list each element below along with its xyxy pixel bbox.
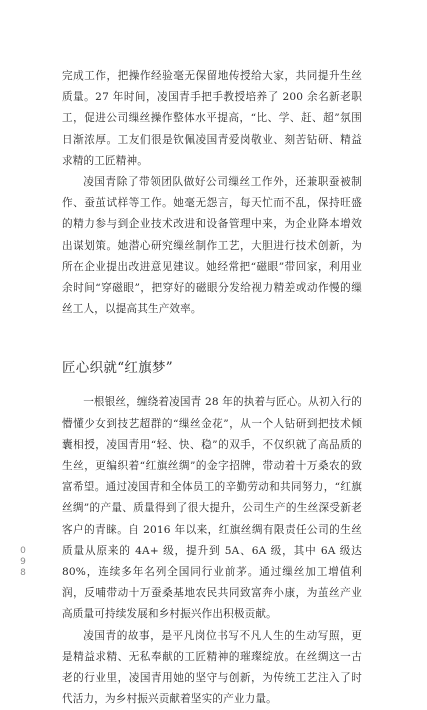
- body-paragraph: 完成工作，把操作经验毫无保留地传授给大家，共同提升生丝质量。27 年时间，凌国青手把手教授培养了 200 余名新老职工，促进公司缫丝操作整体水平提高，“比、学、赶、超”氛围日渐浓厚。工友们很是钦佩凌国青爱岗敬业、刻苦钻研、精益求精的工匠精神。: [62, 70, 362, 167]
- section-spacer: [62, 378, 362, 392]
- section-spacer: [62, 320, 362, 358]
- body-paragraph: 一根银丝，缠绕着凌国青 28 年的执着与匠心。从初入行的懵懂少女到技艺超群的“缫丝金花”，从一个人钻研到把技术倾囊相授，凌国青用“轻、快、稳”的双手，不仅织就了高品质的生丝，更编织着“红旗丝绸”的金字招牌，带动着十万桑农的致富希望。通过凌国青和全体员工的辛勤劳动和共同努力，“红旗丝绸”的产量、质量得到了很大提升，公司生产的生丝深受新老客户的青睐。自 2016 年以来，红旗丝绸有限责任公司的生丝质量从原来的 4A+ 级，提升到 5A、6A 级，其中 6A 级达 80%，连续多年名列全国同行业前茅。通过缫丝加工增值利润，反哺带动十万蚕桑基地农民共同致富奔小康，为茧丝产业高质量可持续发展和乡村振兴作出积极贡献。: [62, 396, 362, 621]
- page-body: [62, 66, 362, 710]
- section-title: 匠心织就“红旗梦”: [62, 360, 174, 377]
- page-number-digit: 8: [20, 568, 26, 578]
- page-number-digit: 9: [20, 557, 26, 567]
- body-paragraph: 凌国青的故事，是平凡岗位书写不凡人生的生动写照，更是精益求精、无私奉献的工匠精神的璀璨绽放。在丝绸这一古老的行业里，凌国青用她的坚守与创新，为传统工艺注入了时代活力，为乡村振兴贡献着坚实的产业力量。: [62, 629, 362, 706]
- page-number: [18, 546, 28, 579]
- body-paragraph: 凌国青除了带领团队做好公司缫丝工作外，还兼职蚕被制作、蚕茧试样等工作。她毫无怨言，每天忙而不乱，保持旺盛的精力参与到企业技术改进和设备管理中来，为企业降本增效出谋划策。她潜心研究缫丝制作工艺，大胆进行技术创新，为所在企业提出改进意见建议。她经常把“磁眼”带回家，利用业余时间“穿磁眼”，把穿好的磁眼分发给视力精差或动作慢的缫丝工人，以提高其生产效率。: [62, 176, 362, 316]
- page-number-digit: 0: [20, 546, 26, 556]
